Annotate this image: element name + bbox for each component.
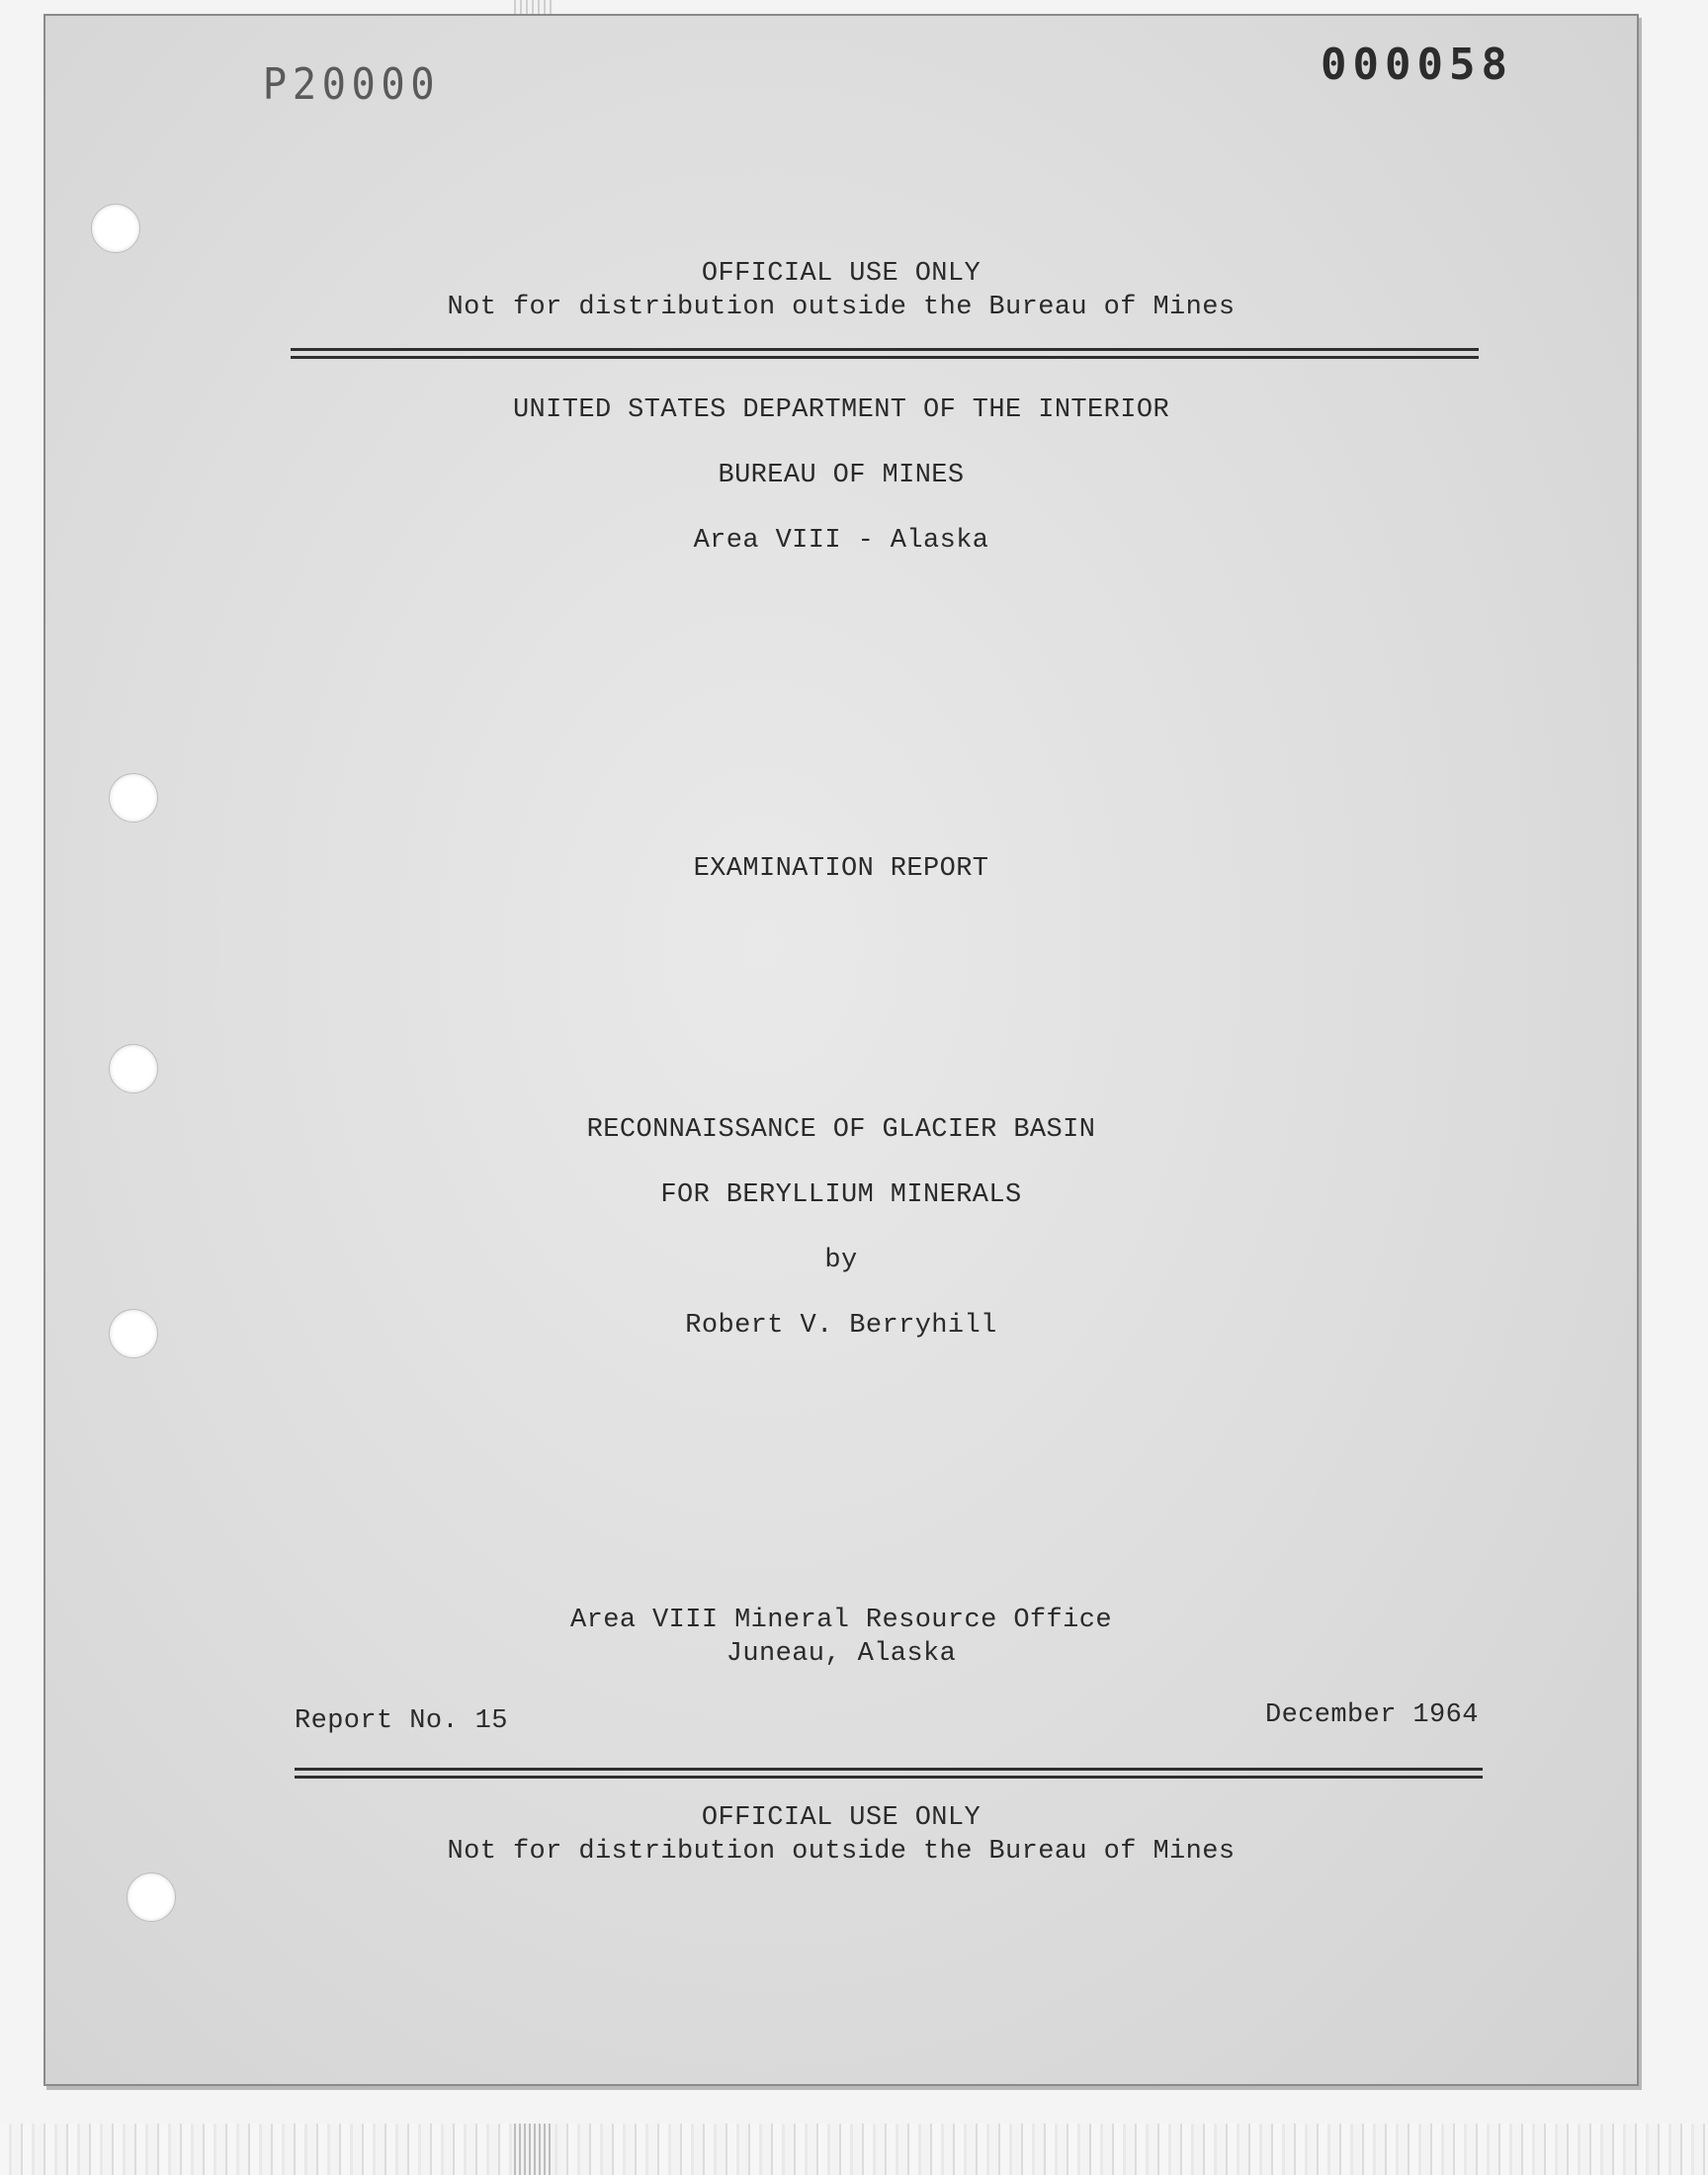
bureau-heading: BUREAU OF MINES [718,461,965,490]
bottom-double-rule [295,1768,1483,1771]
author-name: Robert V. Berryhill [685,1311,997,1341]
bottom-notice-heading: OFFICIAL USE ONLY [701,1803,982,1833]
bottom-notice-subtext: Not for distribution outside the Bureau of Mines [447,1837,1236,1867]
area-heading: Area VIII - Alaska [693,526,989,556]
document-page [43,14,1639,2086]
scan-artifact-gap [514,2124,554,2175]
report-title-line2: FOR BERYLLIUM MINERALS [660,1180,1022,1210]
punch-hole [91,204,140,253]
top-notice-subtext: Not for distribution outside the Bureau of Mines [447,293,1236,322]
punch-hole [109,773,158,823]
scan-artifact-bottom [0,2124,1708,2175]
top-notice-heading: OFFICIAL USE ONLY [701,259,982,289]
scan-artifact-top [514,0,554,14]
report-type: EXAMINATION REPORT [693,854,989,884]
bottom-double-rule [295,1776,1483,1779]
punch-hole [127,1872,176,1922]
report-title-line1: RECONNAISSANCE OF GLACIER BASIN [586,1115,1096,1145]
stamp-page-number: 000058 [1321,40,1513,90]
department-heading: UNITED STATES DEPARTMENT OF THE INTERIOR [512,395,1170,425]
office-name: Area VIII Mineral Resource Office [570,1606,1112,1635]
punch-hole [109,1044,158,1093]
top-double-rule [291,348,1479,351]
report-number: Report No. 15 [295,1706,508,1736]
report-date: December 1964 [1265,1700,1479,1730]
byline-by: by [824,1246,858,1275]
stamp-left: P20000 [262,59,441,110]
top-double-rule [291,356,1479,359]
office-location: Juneau, Alaska [726,1639,957,1669]
